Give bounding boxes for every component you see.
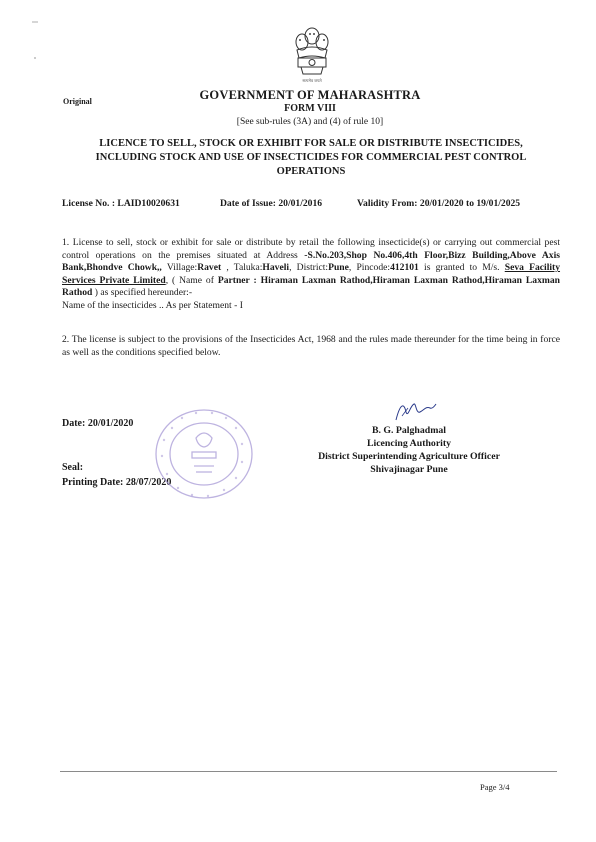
taluka: Haveli (262, 262, 290, 274)
district: Pune (328, 262, 349, 274)
para-text: , Taluka: (221, 262, 263, 274)
date-of-issue: Date of Issue: 20/01/2016 (220, 198, 323, 209)
licence-title (58, 137, 564, 179)
seal-label: Seal: (62, 462, 84, 473)
village: Ravet (197, 262, 222, 274)
insecticides-line: Name of the insecticides .. As per Statement - I (62, 299, 243, 311)
para-text: , ( Name of (165, 274, 218, 286)
authority-signature (390, 398, 440, 424)
para-text: , District: (289, 262, 329, 274)
scan-marks (30, 18, 40, 68)
government-heading: GOVERNMENT OF MAHARASHTRA (199, 88, 421, 102)
licence-title-line: LICENCE TO SELL, STOCK OR EXHIBIT FOR SALE OR DISTRIBUTE INSECTICIDES, (99, 138, 523, 149)
address: -S.No.203,Shop No.406,4th Floor,Bizz Building,Above Axis Bank,Bhondve Chowk,, (62, 249, 560, 274)
official-seal-stamp (152, 406, 256, 502)
authority-place: Shivajinagar Pune (370, 464, 448, 475)
licencing-authority-block (300, 424, 518, 476)
page-number: Page 3/4 (480, 782, 510, 792)
authority-name: B. G. Palghadmal (371, 425, 447, 436)
national-emblem-icon (289, 22, 335, 82)
issue-date: Date: 20/01/2020 (62, 418, 134, 429)
pincode: 412101 (390, 262, 419, 274)
firm-name: Seva Facility Services Private Limited (62, 262, 561, 286)
authority-role: Licencing Authority (366, 438, 452, 449)
original-label: Original (63, 97, 92, 106)
printing-date: Printing Date: 28/07/2020 (62, 477, 172, 488)
licence-title-line: INCLUDING STOCK AND USE OF INSECTICIDES FOR COMMERCIAL PEST CONTROL (95, 152, 527, 163)
para-text: Village: (161, 262, 198, 274)
para-text: 1. License to sell, stock or exhibit for sale or distribute by retail the following insecticide(s) or carrying out commercial pest control operations on the premises situated at Address (62, 237, 560, 261)
licence-title-line: OPERATIONS (276, 166, 346, 177)
authority-office: District Superintending Agriculture Officer (318, 451, 500, 462)
license-number: License No. : LAID10020631 (62, 198, 180, 209)
subrules-reference: [See sub-rules (3A) and (4) of rule 10] (236, 117, 384, 127)
footer-divider (60, 771, 557, 772)
licence-paragraph-2: 2. The license is subject to the provisions of the Insecticides Act, 1968 and the rules made thereunder for the time being in force as well as the conditions specified below. (62, 334, 560, 358)
partner-names: Partner : Hiraman Laxman Rathod,Hiraman Laxman Rathod,Hiraman Laxman Rathod (62, 274, 561, 299)
emblem-caption: सत्यमेव जयते (302, 78, 322, 83)
licence-meta-row (62, 198, 572, 209)
para-text: ) as specified hereunder:- (92, 287, 193, 299)
form-number: FORM VIII (284, 103, 336, 114)
para-text: , Pincode: (348, 262, 391, 274)
para-text: is granted to M/s. (418, 262, 505, 274)
licence-paragraph-1 (62, 237, 560, 313)
validity-period: Validity From: 20/01/2020 to 19/01/2025 (357, 198, 521, 209)
